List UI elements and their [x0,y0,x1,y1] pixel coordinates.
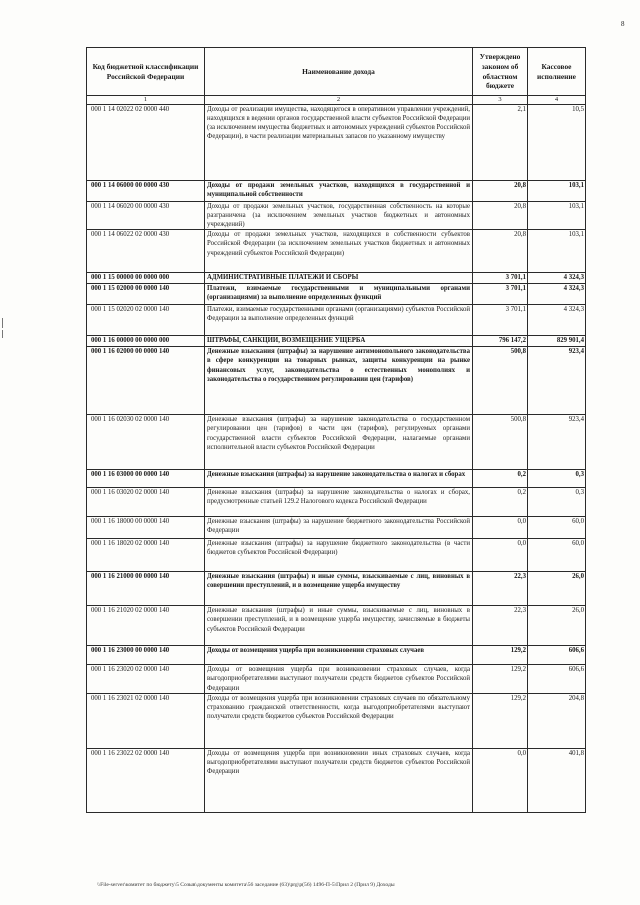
row-name: Денежные взыскания (штрафы) за нарушение антимонопольного законодательства в сфере конкуренции на товарных рынках, защиты конкуренции на рынке финансовых услуг, законодательства о естественных монополиях и законодательства о государственном регулировании цен (тарифов) [205,347,473,415]
revenue-table [86,47,586,813]
row-executed: 923,4 [528,415,586,470]
row-code: 000 1 16 21020 02 0000 140 [87,606,205,646]
table-row [87,646,586,665]
row-executed: 204,8 [528,693,586,748]
table-row [87,606,586,646]
row-executed: 26,0 [528,572,586,606]
row-code: 000 1 16 02000 00 0000 140 [87,347,205,415]
row-code: 000 1 16 23020 02 0000 140 [87,665,205,694]
row-code: 000 1 16 23000 00 0000 140 [87,646,205,665]
table-row [87,665,586,694]
row-approved: 22,3 [473,606,528,646]
row-name: Денежные взыскания (штрафы) за нарушение бюджетного законодательства (в части бюджетов субъектов Российской Федерации) [205,539,473,572]
row-name: Денежные взыскания (штрафы) за нарушение законодательства о налогах и сборах, предусмотренные статьей 129.2 Налогового кодекса Российской Федерации [205,488,473,517]
row-code: 000 1 16 00000 00 0000 000 [87,336,205,347]
row-name: Доходы от продажи земельных участков, находящихся в собственности субъектов Российской Федерации (за исключением земельных участков бюджетных и автономных учреждений субъектов Российской Федерации) [205,230,473,273]
row-name: Доходы от возмещения ущерба при возникновении страховых случаев по обязательному страхованию гражданской ответственности, когда выгодоприобретателями выступают получатели средств бюджетов субъектов Российской Федерации [205,693,473,748]
row-approved: 500,8 [473,347,528,415]
row-code: 000 1 16 03000 00 0000 140 [87,470,205,488]
row-executed: 606,6 [528,646,586,665]
row-name: Доходы от возмещения ущерба при возникновении страховых случаев, когда выгодоприобретателями выступают получатели средств бюджетов субъектов Российской Федерации [205,665,473,694]
row-executed: 606,6 [528,665,586,694]
row-executed: 4 324,3 [528,305,586,336]
row-approved: 3 701,1 [473,284,528,305]
row-name: Доходы от продажи земельных участков, государственная собственность на которые разграничена (за исключением земельных участков бюджетных и автономных учреждений) [205,201,473,230]
table-row [87,415,586,470]
row-name: Платежи, взимаемые государственными органами (организациями) субъектов Российской Федерации за выполнение определенных функций [205,305,473,336]
row-name: АДМИНИСТРАТИВНЫЕ ПЛАТЕЖИ И СБОРЫ [205,273,473,284]
scan-edge-mark [2,330,3,338]
row-approved: 129,2 [473,665,528,694]
table-row [87,572,586,606]
row-approved: 796 147,2 [473,336,528,347]
row-code: 000 1 14 06020 00 0000 430 [87,201,205,230]
row-executed: 26,0 [528,606,586,646]
row-approved: 20,8 [473,180,528,201]
row-approved: 0,0 [473,748,528,812]
page-number: 8 [621,20,625,28]
table-row [87,305,586,336]
row-name: Денежные взыскания (штрафы) и иные суммы, взыскиваемые с лиц, виновных в совершении преступлений, и в возмещение ущерба имуществу [205,572,473,606]
file-path-footer: \\File-server\комитет по бюджету\5 Созыв\документы комитета\56 заседание (63)\prg\р(56) 1496-П-5\Прил 2 (Прил 9) Доходы [97,882,395,888]
row-approved: 0,0 [473,539,528,572]
header-approved: Утверждено законом об областном бюджете [473,48,528,96]
row-approved: 3 701,1 [473,305,528,336]
row-approved: 20,8 [473,230,528,273]
row-approved: 22,3 [473,572,528,606]
table-row [87,470,586,488]
column-number: 2 [205,96,473,105]
row-name: Доходы от продажи земельных участков, находящихся в государственной и муниципальной собственности [205,180,473,201]
row-code: 000 1 16 02030 02 0000 140 [87,415,205,470]
row-name: Доходы от возмещения ущерба при возникновении страховых случаев [205,646,473,665]
row-approved: 0,2 [473,488,528,517]
row-code: 000 1 14 02022 02 0000 440 [87,104,205,180]
row-code: 000 1 14 06000 00 0000 430 [87,180,205,201]
row-approved: 129,2 [473,693,528,748]
row-code: 000 1 16 18000 00 0000 140 [87,517,205,539]
row-approved: 0,2 [473,470,528,488]
row-executed: 103,1 [528,180,586,201]
table-row [87,539,586,572]
row-executed: 103,1 [528,230,586,273]
row-code: 000 1 16 18020 02 0000 140 [87,539,205,572]
row-code: 000 1 15 00000 00 0000 000 [87,273,205,284]
row-executed: 60,0 [528,539,586,572]
row-name: Денежные взыскания (штрафы) и иные суммы, взыскиваемые с лиц, виновных в совершении преступлений, и в возмещение ущерба имуществу, зачисляемые в бюджеты субъектов Российской Федерации [205,606,473,646]
table-row [87,104,586,180]
row-approved: 2,1 [473,104,528,180]
row-approved: 500,8 [473,415,528,470]
row-name: Денежные взыскания (штрафы) за нарушение бюджетного законодательства Российской Федерации [205,517,473,539]
scan-edge-mark [2,318,3,328]
row-approved: 129,2 [473,646,528,665]
row-code: 000 1 15 02000 00 0000 140 [87,284,205,305]
table-row [87,517,586,539]
table-row [87,693,586,748]
row-approved: 0,0 [473,517,528,539]
row-executed: 4 324,3 [528,273,586,284]
row-name: Доходы от возмещения ущерба при возникновении иных страховых случаев, когда выгодоприобретателями выступают получатели средств бюджетов субъектов Российской Федерации [205,748,473,812]
row-name: Доходы от реализации имущества, находящегося в оперативном управлении учреждений, находящихся в ведении органов государственной власти субъектов Российской Федерации (за исключением имущества бюджетных и автономных учреждений субъектов Российской Федерации), в части реализации материальных запасов по указанному имуществу [205,104,473,180]
header-code: Код бюджетной классификации Российской Федерации [87,48,205,96]
table-row [87,180,586,201]
table-row [87,201,586,230]
row-code: 000 1 16 03020 02 0000 140 [87,488,205,517]
row-executed: 829 901,4 [528,336,586,347]
header-name: Наименование дохода [205,48,473,96]
row-code: 000 1 14 06022 02 0000 430 [87,230,205,273]
row-code: 000 1 15 02020 02 0000 140 [87,305,205,336]
row-executed: 0,3 [528,488,586,517]
table-row [87,230,586,273]
header-executed: Кассовое исполнение [528,48,586,96]
table-row [87,748,586,812]
table-row [87,488,586,517]
row-code: 000 1 16 23022 02 0000 140 [87,748,205,812]
table-row [87,284,586,305]
row-executed: 923,4 [528,347,586,415]
table-row [87,273,586,284]
row-code: 000 1 16 23021 02 0000 140 [87,693,205,748]
row-executed: 60,0 [528,517,586,539]
row-executed: 401,8 [528,748,586,812]
table-row [87,347,586,415]
column-number: 4 [528,96,586,105]
row-approved: 20,8 [473,201,528,230]
row-approved: 3 701,1 [473,273,528,284]
row-executed: 103,1 [528,201,586,230]
row-executed: 0,3 [528,470,586,488]
row-executed: 4 324,3 [528,284,586,305]
column-number: 3 [473,96,528,105]
table-row [87,336,586,347]
row-name: Платежи, взимаемые государственными и муниципальными органами (организациями) за выполнение определенных функций [205,284,473,305]
row-code: 000 1 16 21000 00 0000 140 [87,572,205,606]
row-name: ШТРАФЫ, САНКЦИИ, ВОЗМЕЩЕНИЕ УЩЕРБА [205,336,473,347]
row-executed: 10,5 [528,104,586,180]
column-number: 1 [87,96,205,105]
row-name: Денежные взыскания (штрафы) за нарушение законодательства о государственном регулировании цен (тарифов) в части цен (тарифов), регулируемых органами государственной власти субъектов Российской Федерации, налагаемые органами исполнительной власти субъектов Российской Федерации [205,415,473,470]
row-name: Денежные взыскания (штрафы) за нарушение законодательства о налогах и сборах [205,470,473,488]
